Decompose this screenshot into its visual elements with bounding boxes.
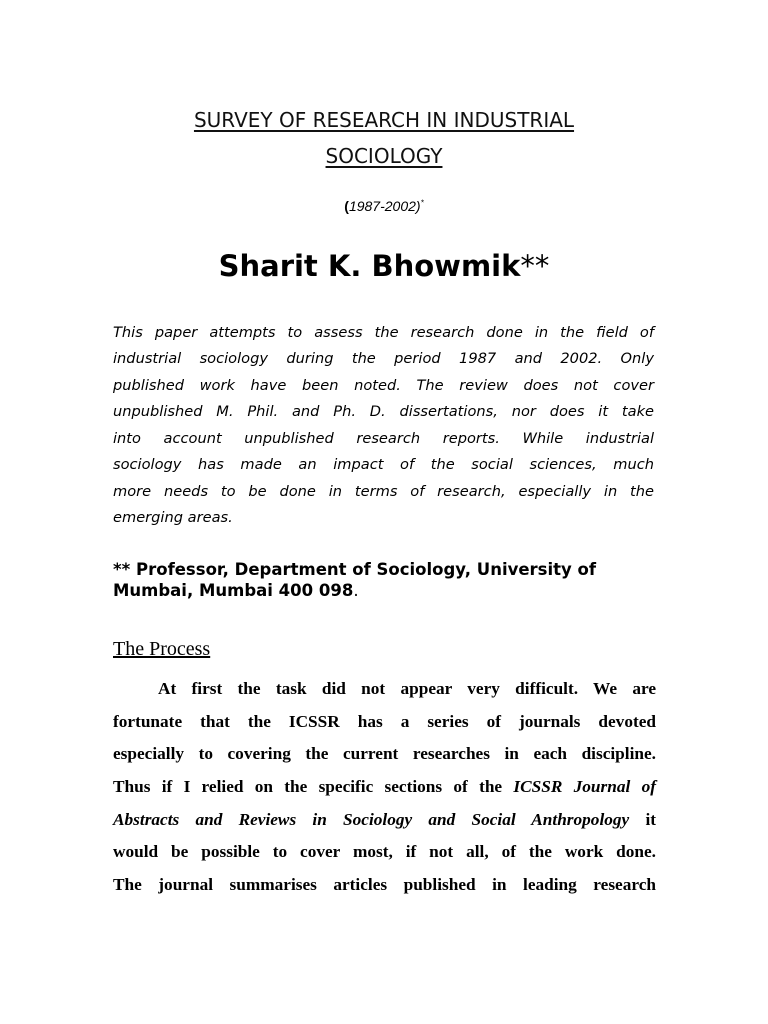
author-name: Sharit K. Bhowmik (218, 249, 521, 283)
section-heading: The Process (113, 638, 211, 660)
journal-title: ICSSR Journal of (513, 777, 656, 796)
affiliation-address: Mumbai, Mumbai 400 098 (113, 581, 354, 600)
body-line: fortunate that the ICSSR has a series of journals devoted (113, 712, 656, 731)
body-line: especially to covering the current researches in each discipline. (113, 744, 656, 763)
abstract-line: published work have been noted. The review does not cover (113, 377, 654, 394)
body-line: At first the task did not appear very difficult. We are (158, 679, 656, 698)
abstract-line: into account unpublished research reports. While industrial (113, 430, 654, 447)
body-text: it (629, 810, 656, 829)
abstract-line: sociology has made an impact of the social sciences, much (113, 456, 654, 473)
date-range: 1987-2002) (348, 198, 421, 214)
body-text: Thus if I relied on the specific sections of the (113, 777, 514, 796)
body-line (113, 809, 656, 831)
author (0, 249, 768, 283)
abstract-line: industrial sociology during the period 1987 and 2002. Only (113, 350, 654, 367)
date-open-paren: ( (344, 198, 349, 214)
body-line: would be possible to cover most, if not all, of the work done. (113, 842, 656, 861)
abstract-line: This paper attempts to assess the research done in the field of (113, 324, 654, 341)
affiliation-line-2 (113, 581, 673, 601)
affiliation-period: . (353, 581, 359, 600)
footnote-marker: * (420, 198, 424, 208)
body-line (113, 776, 656, 798)
abstract-line: more needs to be done in terms of research, especially in the (113, 483, 654, 500)
body-line: The journal summarises articles published in leading research (113, 875, 656, 894)
period-range (0, 198, 768, 214)
abstract-line: unpublished M. Phil. and Ph. D. dissertations, nor does it take (113, 403, 654, 420)
affiliation-line-1: ** Professor, Department of Sociology, University of (113, 560, 597, 579)
abstract-line: emerging areas. (113, 509, 233, 526)
document-title-line-1: SURVEY OF RESEARCH IN INDUSTRIAL (193, 108, 575, 132)
author-marker: ** (520, 249, 550, 283)
journal-title-cont: Abstracts and Reviews in Sociology and Social Anthropology (113, 810, 630, 829)
document-title-line-2: SOCIOLOGY (325, 144, 443, 168)
